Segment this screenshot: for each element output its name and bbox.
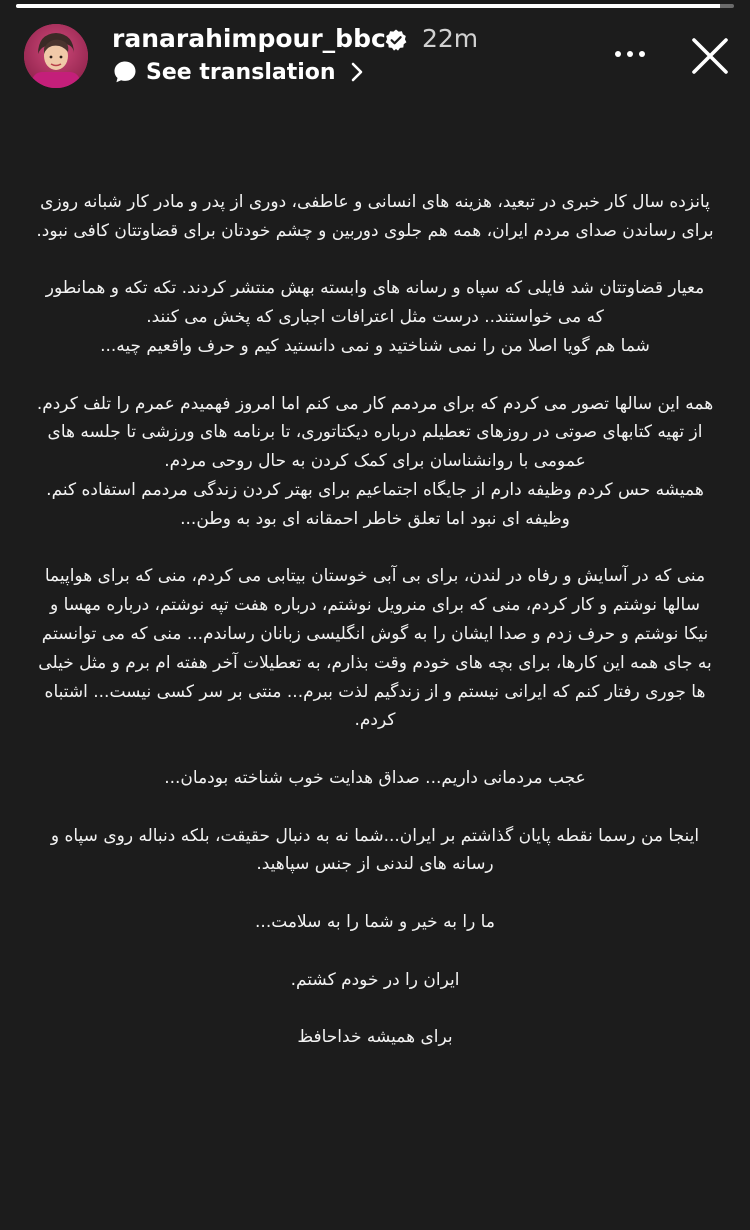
story-timestamp: 22m	[422, 24, 479, 53]
story-text-body	[36, 188, 714, 1052]
paragraph-intro: پانزده سال کار خبری در تبعید، هزینه های انسانی و عاطفی، دوری از پدر و مادر کار شبانه روزی برای رساندن صدای مردم ایران، همه هم جلوی دوربین و چشم خودتان برای قضاوتتان کافی نبود.	[36, 192, 714, 241]
paragraph-people: عجب مردمانی داریم... صداق هدایت خوب شناخته بودمان...	[164, 767, 586, 788]
story-progress-bar	[16, 4, 734, 8]
paragraph-end: اینجا من رسما نقطه پایان گذاشتم بر ایران...شما نه به دنبال حقیقت، بلکه دنباله روی سپاه و رسانه های لندنی از جنس سپاهید.	[50, 825, 700, 875]
paragraph-london: منی که در آسایش و رفاه در لندن، برای بی آبی خوستان بیتابی می کردم، منی که برای هواپیما سالها نوشتم و کار کردم، منی که برای منرویل نوشتم، درباره هفت تپه نوشتم، درباره مهسا و نیکا نوشتم و حرف زدم و صدا ایشان را به گوش انگلیسی زبانان رساندم... منی که می توانستم به جای همه این کارها، برای بچه های خودم وقت بذارم، به تعطیلات آخر هفته ام برم و مثل خیلی ها جوری رفتار کنم که ایرانی نیستم و از زندگیم لذت ببرم... منتی بر سر کسی نیست... اشتباه کردم.	[38, 566, 712, 731]
paragraph-judgement: معیار قضاوتتان شد فایلی که سپاه و رسانه های وابسته بهش منتشر کردند. تکه تکه و همانطور که می خواستند.. درست مثل اعترافات اجباری که پخش می کنند. شما هم گویا اصلا من را نمی شناختید و نمی دانستید کیم و حرف واقعیم چیه...	[45, 278, 705, 356]
paragraph-goodbye: برای همیشه خداحافظ	[297, 1027, 453, 1048]
paragraph-farewell: ما را به خیر و شما را به سلامت...	[255, 911, 495, 932]
chevron-right-icon	[350, 62, 364, 82]
see-translation-button[interactable]	[112, 58, 364, 86]
verified-badge-icon	[384, 28, 408, 52]
see-translation-label: See translation	[146, 59, 336, 85]
close-icon[interactable]	[690, 36, 730, 76]
speech-bubble-icon	[112, 59, 138, 85]
paragraph-years-of-work: همه این سالها تصور می کردم که برای مردمم کار می کنم اما امروز فهمیدم عمرم را تلف کردم. از تهیه کتابهای صوتی در روزهای تعطیلم درباره دیکتاتوری، تا برنامه های ورزشی تا جلسه های عمومی با روانشناسان برای کمک کردن به حال روحی مردم. همیشه حس کردم وظیفه دارم از جایگاه اجتماعیم برای بهتر کردن زندگی مردمم استفاده کنم. وظیفه ای نبود اما تعلق خاطر احمقانه ای بود به وطن...	[36, 393, 714, 529]
avatar[interactable]	[24, 24, 88, 88]
more-options-icon[interactable]	[610, 44, 650, 64]
story-progress-fill	[16, 4, 720, 8]
paragraph-iran: ایران را در خودم کشتم.	[290, 969, 460, 990]
story-header	[0, 18, 750, 98]
username[interactable]: ranarahimpour_bbc	[112, 24, 386, 53]
